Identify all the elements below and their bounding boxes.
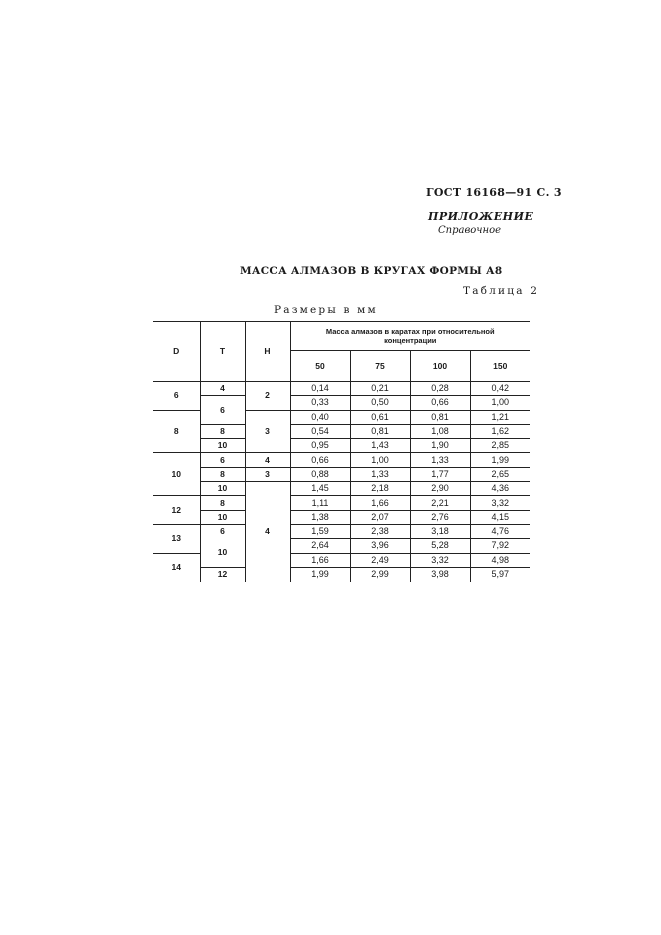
table-row (153, 567, 530, 581)
mass-value-cell: 7,92 (470, 539, 530, 553)
mass-value-cell: 0,81 (350, 424, 410, 438)
mass-value-cell: 1,45 (290, 482, 350, 496)
mass-value-cell: 0,50 (350, 396, 410, 410)
T-cell: 10 (200, 510, 245, 524)
T-cell: 6 (200, 396, 245, 425)
mass-value-cell: 2,85 (470, 439, 530, 453)
standard-header: ГОСТ 16168—91 С. 3 (426, 186, 562, 199)
mass-value-cell: 4,98 (470, 553, 530, 567)
mass-value-cell: 1,11 (290, 496, 350, 510)
mass-value-cell: 0,66 (290, 453, 350, 467)
table-row (153, 382, 530, 396)
table-row (153, 396, 530, 410)
mass-value-cell: 5,28 (410, 539, 470, 553)
table-label: Таблица 2 (463, 285, 540, 297)
mass-value-cell: 1,66 (350, 496, 410, 510)
H-cell: 2 (245, 382, 290, 411)
H-cell: 4 (245, 453, 290, 467)
T-cell: 4 (200, 382, 245, 396)
mass-value-cell: 3,32 (470, 496, 530, 510)
document-title: МАССА АЛМАЗОВ В КРУГАХ ФОРМЫ А8 (240, 265, 503, 277)
mass-value-cell: 2,07 (350, 510, 410, 524)
concentration-50: 50 (290, 351, 350, 382)
T-cell: 10 (200, 439, 245, 453)
table-row (153, 439, 530, 453)
mass-value-cell: 1,33 (410, 453, 470, 467)
table-row (153, 539, 530, 553)
mass-value-cell: 2,65 (470, 467, 530, 481)
mass-value-cell: 0,40 (290, 410, 350, 424)
mass-value-cell: 2,18 (350, 482, 410, 496)
D-cell: 10 (153, 453, 200, 496)
table-row (153, 467, 530, 481)
T-cell: 6 (200, 524, 245, 538)
mass-value-cell: 1,38 (290, 510, 350, 524)
col-D-header: D (153, 322, 200, 382)
mass-value-cell: 1,00 (470, 396, 530, 410)
mass-value-cell: 1,99 (290, 567, 350, 581)
T-cell: 8 (200, 496, 245, 510)
mass-value-cell: 3,96 (350, 539, 410, 553)
mass-value-cell: 0,21 (350, 382, 410, 396)
mass-value-cell: 2,21 (410, 496, 470, 510)
mass-value-cell: 1,08 (410, 424, 470, 438)
T-cell: 6 (200, 453, 245, 467)
table-row (153, 510, 530, 524)
mass-value-cell: 5,97 (470, 567, 530, 581)
units-caption: Размеры в мм (274, 304, 378, 316)
mass-value-cell: 0,66 (410, 396, 470, 410)
mass-value-cell: 0,28 (410, 382, 470, 396)
mass-value-cell: 1,77 (410, 467, 470, 481)
mass-value-cell: 1,66 (290, 553, 350, 567)
H-cell: 3 (245, 467, 290, 481)
mass-value-cell: 0,81 (410, 410, 470, 424)
mass-value-cell: 0,54 (290, 424, 350, 438)
mass-value-cell: 2,38 (350, 524, 410, 538)
mass-value-cell: 4,36 (470, 482, 530, 496)
mass-value-cell: 3,18 (410, 524, 470, 538)
col-T-header: T (200, 322, 245, 382)
T-cell: 10 (200, 482, 245, 496)
mass-value-cell: 1,43 (350, 439, 410, 453)
table-row (153, 482, 530, 496)
mass-value-cell: 1,62 (470, 424, 530, 438)
mass-value-cell: 1,99 (470, 453, 530, 467)
concentration-100: 100 (410, 351, 470, 382)
concentration-75: 75 (350, 351, 410, 382)
T-cell: 8 (200, 424, 245, 438)
mass-value-cell: 3,98 (410, 567, 470, 581)
table-row (153, 424, 530, 438)
D-cell: 12 (153, 496, 200, 525)
D-cell: 8 (153, 410, 200, 453)
mass-value-cell: 0,42 (470, 382, 530, 396)
mass-value-cell: 0,33 (290, 396, 350, 410)
T-cell: 10 (200, 539, 245, 568)
T-cell: 12 (200, 567, 245, 581)
mass-value-cell: 2,90 (410, 482, 470, 496)
T-cell: 8 (200, 467, 245, 481)
mass-value-cell: 1,00 (350, 453, 410, 467)
concentration-150: 150 (470, 351, 530, 382)
mass-value-cell: 0,14 (290, 382, 350, 396)
mass-value-cell: 2,49 (350, 553, 410, 567)
D-cell: 13 (153, 524, 200, 553)
table-row (153, 524, 530, 538)
mass-value-cell: 2,64 (290, 539, 350, 553)
appendix-subtitle: Справочное (438, 225, 502, 236)
appendix-title: ПРИЛОЖЕНИЕ (428, 210, 534, 223)
mass-value-cell: 2,76 (410, 510, 470, 524)
mass-value-cell: 1,21 (470, 410, 530, 424)
mass-value-cell: 2,99 (350, 567, 410, 581)
mass-value-cell: 0,61 (350, 410, 410, 424)
mass-value-cell: 3,32 (410, 553, 470, 567)
mass-value-cell: 0,88 (290, 467, 350, 481)
mass-value-cell: 4,76 (470, 524, 530, 538)
mass-value-cell: 0,95 (290, 439, 350, 453)
H-cell: 4 (245, 482, 290, 582)
D-cell: 14 (153, 553, 200, 582)
table-row (153, 496, 530, 510)
col-H-header: H (245, 322, 290, 382)
mass-value-cell: 1,59 (290, 524, 350, 538)
mass-value-cell: 4,15 (470, 510, 530, 524)
table-row (153, 453, 530, 467)
diamond-mass-table (153, 321, 530, 582)
mass-header: Масса алмазов в каратах при относительной концентрации (290, 322, 530, 351)
D-cell: 6 (153, 382, 200, 411)
H-cell: 3 (245, 410, 290, 453)
mass-value-cell: 1,33 (350, 467, 410, 481)
mass-value-cell: 1,90 (410, 439, 470, 453)
